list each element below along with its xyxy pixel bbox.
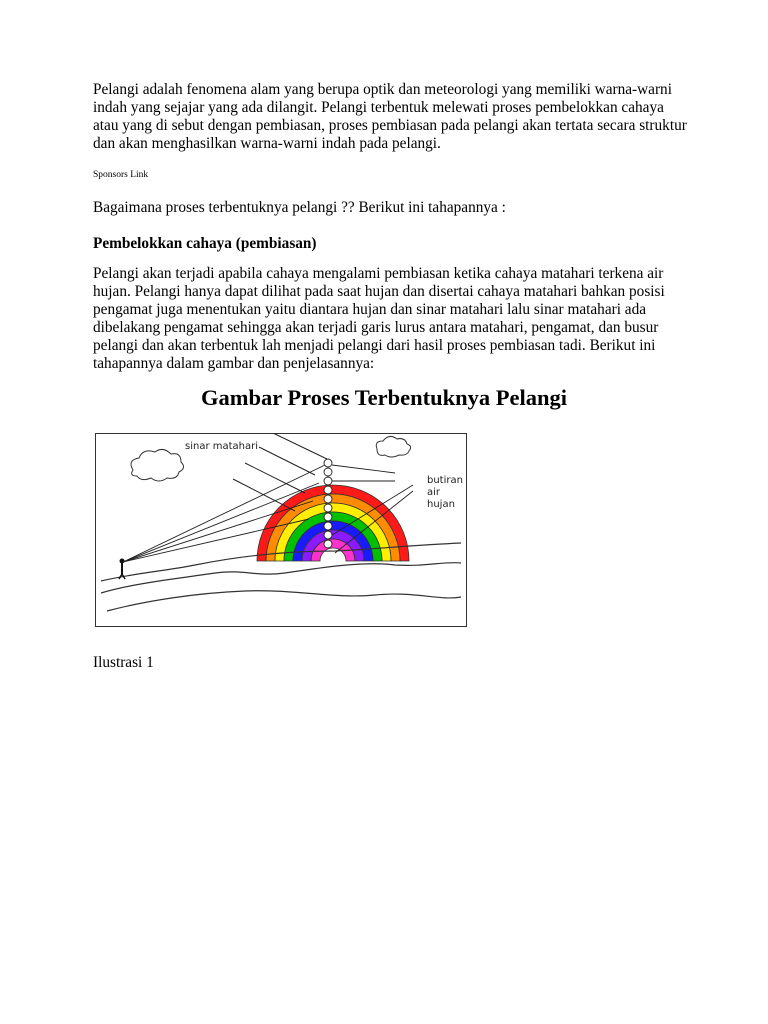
section-heading: Pembelokkan cahaya (pembiasan) <box>93 235 317 252</box>
sponsors-link[interactable]: Sponsors Link <box>93 170 149 180</box>
intro-paragraph: Pelangi adalah fenomena alam yang berupa optik dan meteorologi yang memiliki warna-warni indah yang sejajar yang ada dilangit. Pelangi terbentuk melewati proses pembelokkan cahaya atau yang di sebut dengan pembiasan, proses pembiasan pada pelangi akan tertata secara struktur dan akan menghasilkan warna-warni indah pada pelangi. <box>93 81 687 152</box>
drop-label-1: butiran <box>427 475 463 486</box>
rainbow-diagram <box>95 433 467 627</box>
figure-caption: Ilustrasi 1 <box>93 654 154 671</box>
sun-ray-label: sinar matahari <box>185 441 259 452</box>
rainbow-figure <box>95 433 467 627</box>
question-paragraph: Bagaimana proses terbentuknya pelangi ?? Berikut ini tahapannya : <box>93 199 506 216</box>
figure-title: Gambar Proses Terbentuknya Pelangi <box>200 385 568 410</box>
drop-label-3: hujan <box>427 499 455 510</box>
explanation-paragraph: Pelangi akan terjadi apabila cahaya mengalami pembiasan ketika cahaya matahari terkena air hujan. Pelangi hanya dapat dilihat pada saat hujan dan disertai cahaya matahari bahkan posisi pengamat juga menentukan yaitu diantara hujan dan sinar matahari lalu sinar matahari ada dibelakang pengamat sehingga akan terjadi garis lurus antara matahari, pengamat, dan busur pelangi dan akan terbentuk lah menjadi pelangi dari hasil proses pembiasan tadi. Berikut ini tahapannya dalam gambar dan penjelasannya: <box>93 265 665 372</box>
drop-label-2: air <box>427 487 441 498</box>
